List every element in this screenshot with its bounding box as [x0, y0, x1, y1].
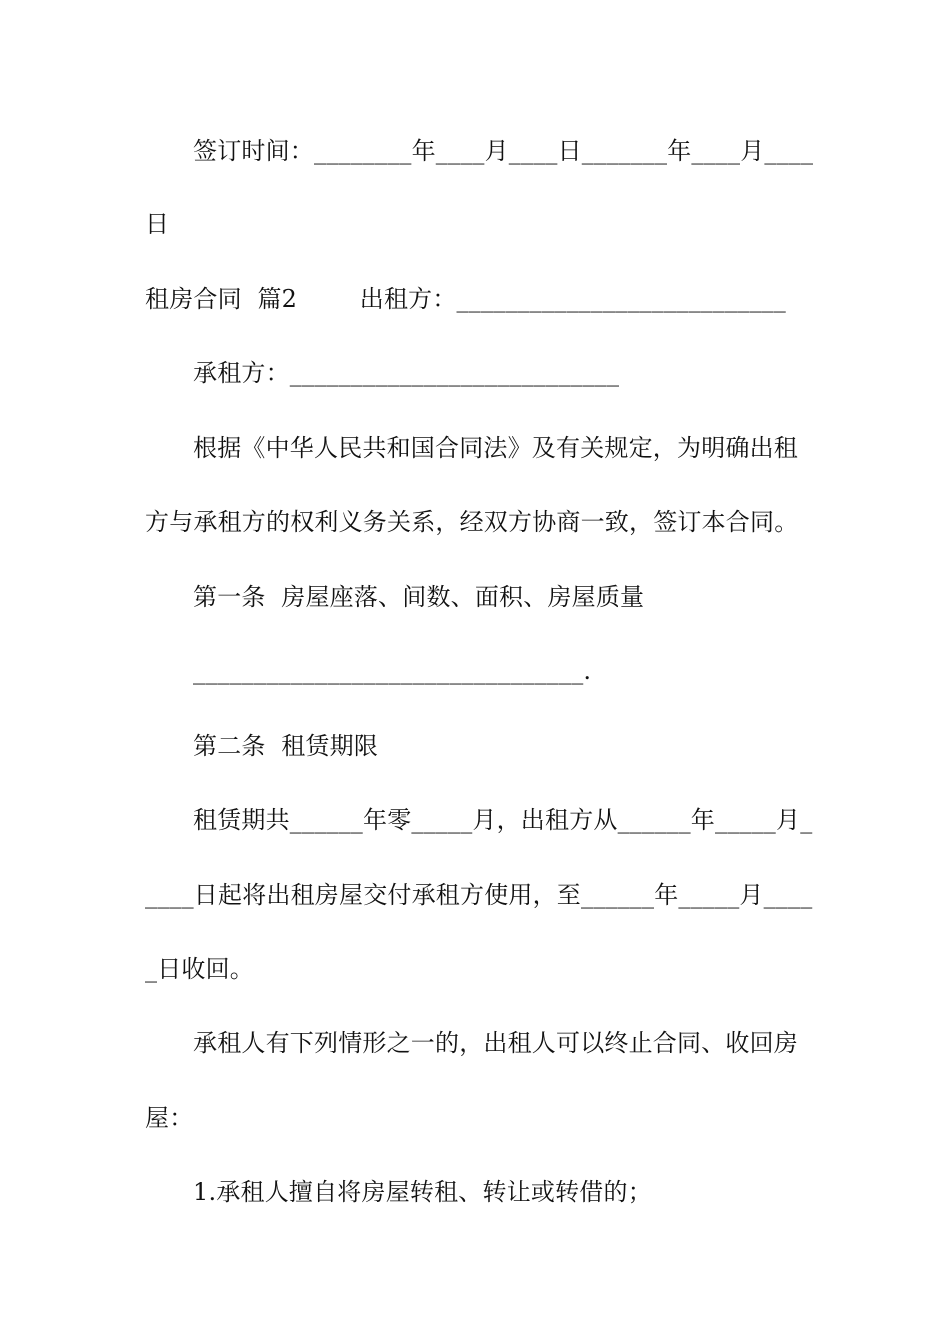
- article-1-heading: 第一条 房屋座落、间数、面积、房屋质量: [193, 583, 645, 611]
- termination-item-1: 1.承租人擅自将房屋转租、转让或转借的；: [193, 1178, 652, 1206]
- lease-term-line-2: ____日起将出租房屋交付承租方使用，至______年_____月____: [145, 881, 813, 909]
- lease-term-line-3: _日收回。: [145, 955, 254, 983]
- termination-clause-line-2: 屋：: [145, 1104, 194, 1132]
- contract-title-lessor-line: 租房合同 篇2 出租方：___________________________: [145, 285, 786, 313]
- article-1-blank: ________________________________.: [193, 657, 592, 685]
- lessee-line: 承租方：___________________________: [193, 359, 620, 387]
- preamble-line-1: 根据《中华人民共和国合同法》及有关规定，为明确出租: [193, 434, 798, 462]
- lease-term-line-1: 租赁期共______年零_____月，出租方从______年_____月_: [193, 806, 813, 834]
- signing-date-continuation: 日: [145, 210, 170, 238]
- signing-date-line: 签订时间：________年____月____日_______年____月____: [193, 137, 814, 165]
- preamble-line-2: 方与承租方的权利义务关系，经双方协商一致，签订本合同。: [145, 508, 799, 536]
- termination-clause-line-1: 承租人有下列情形之一的，出租人可以终止合同、收回房: [193, 1029, 798, 1057]
- article-2-heading: 第二条 租赁期限: [193, 732, 379, 760]
